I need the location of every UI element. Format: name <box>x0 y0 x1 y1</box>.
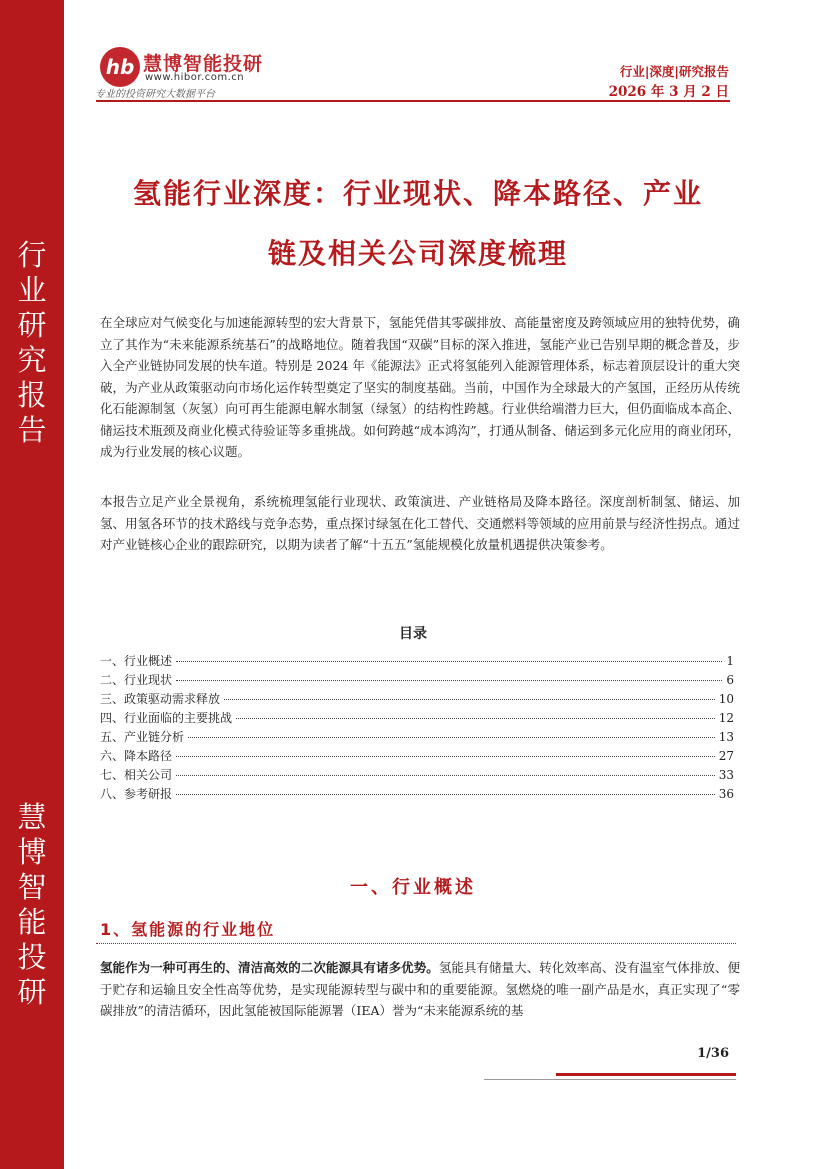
toc-item-page: 12 <box>718 711 734 725</box>
toc-item-label: 四、行业面临的主要挑战 <box>100 711 233 725</box>
sidebar-char: 研 <box>17 308 47 342</box>
sidebar-char: 行 <box>17 238 47 272</box>
toc-leader-dots <box>188 737 715 738</box>
toc-leader-dots <box>176 756 715 757</box>
page-number: 1/36 <box>697 1046 729 1061</box>
toc-item-page: 33 <box>718 768 734 782</box>
logo-slogan: 专业的投资研究大数据平台 <box>95 89 215 100</box>
footer-divider <box>484 1079 736 1080</box>
toc-item[interactable] <box>100 747 734 766</box>
logo-icon: hb <box>100 47 140 87</box>
report-title-line-2: 链及相关公司深度梳理 <box>267 237 568 270</box>
section-paragraph <box>100 957 740 1022</box>
report-title <box>90 164 746 284</box>
toc-item-page: 13 <box>718 730 734 744</box>
toc-item-page: 10 <box>718 692 734 706</box>
toc-item[interactable] <box>100 766 734 785</box>
toc-item-label: 七、相关公司 <box>100 768 173 782</box>
toc-leader-dots <box>236 718 715 719</box>
toc-item-page: 27 <box>718 749 734 763</box>
toc-item-page: 36 <box>718 787 734 801</box>
toc-leader-dots <box>176 794 715 795</box>
toc-item-label: 八、参考研报 <box>100 787 173 801</box>
sidebar-char: 投 <box>17 940 47 974</box>
report-type-label: 行业|深度|研究报告 <box>619 64 729 79</box>
toc-item-label: 六、降本路径 <box>100 749 173 763</box>
toc-item[interactable] <box>100 728 734 747</box>
section-lead-sentence: 氢能作为一种可再生的、清洁高效的二次能源具有诸多优势。 <box>100 960 439 975</box>
sidebar-char: 报 <box>17 378 47 412</box>
toc-leader-dots <box>224 699 715 700</box>
toc-leader-dots <box>176 661 722 662</box>
toc-item[interactable] <box>100 671 734 690</box>
sidebar-char: 慧 <box>17 800 47 834</box>
section-heading: 一、行业概述 <box>350 877 476 898</box>
sidebar-char: 研 <box>17 975 47 1009</box>
toc-item-label: 五、产业链分析 <box>100 730 185 744</box>
sidebar-label-brand <box>0 800 64 1010</box>
toc-leader-dots <box>176 680 722 681</box>
sidebar-char: 究 <box>17 343 47 377</box>
toc-item-label: 三、政策驱动需求释放 <box>100 692 221 706</box>
report-title-line-1: 氢能行业深度：行业现状、降本路径、产业 <box>132 177 703 210</box>
report-date: 2026 年 3 月 2 日 <box>608 84 729 100</box>
sidebar-char: 业 <box>17 273 47 307</box>
toc-item-label: 一、行业概述 <box>100 654 173 668</box>
toc-item[interactable] <box>100 709 734 728</box>
table-of-contents <box>100 652 734 804</box>
sidebar-label-report-type <box>0 238 64 448</box>
toc-title: 目录 <box>399 626 427 642</box>
toc-item-label: 二、行业现状 <box>100 673 173 687</box>
footer-accent-line <box>556 1073 736 1076</box>
toc-item[interactable] <box>100 785 734 804</box>
subsection-divider <box>96 943 736 944</box>
toc-item-page: 1 <box>726 654 734 668</box>
sidebar-char: 智 <box>17 870 47 904</box>
toc-item[interactable] <box>100 652 734 671</box>
logo-url: www.hibor.com.cn <box>145 72 245 83</box>
toc-item[interactable] <box>100 690 734 709</box>
subsection-heading: 1、氢能源的行业地位 <box>100 920 276 939</box>
intro-paragraph-2: 本报告立足产业全景视角，系统梳理氢能行业现状、政策演进、产业链格局及降本路径。深度剖析制氢、储运、加氢、用氢各环节的技术路线与竞争态势，重点探讨绿氢在化工替代、交通燃料等领域的应用前景与经济性拐点。通过对产业链核心企业的跟踪研究，以期为读者了解“十五五”氢能规模化放量机遇提供决策参考。 <box>100 494 740 552</box>
intro-paragraph-1: 在全球应对气候变化与加速能源转型的宏大背景下，氢能凭借其零碳排放、高能量密度及跨领域应用的独特优势，确立了其作为“未来能源系统基石”的战略地位。随着我国“双碳”目标的深入推进，氢能产业已告别早期的概念普及，步入全产业链协同发展的快车道。特别是 2024 年《能源法》正式将氢能列入能源管理体系，标志着顶层设计的重大突破，为产业从政策驱动向市场化运作转型奠定了坚实的制度基础。当前，中国作为全球最大的产氢国，正经历从传统化石能源制氢（灰氢）向可再生能源电解水制氢（绿氢）的结构性跨越。行业供给端潜力巨大，但仍面临成本高企、储运技术瓶颈及商业化模式待验证等多重挑战。如何跨越“成本鸿沟”，打通从制备、储运到多元化应用的商业闭环，成为行业发展的核心议题。 <box>100 315 740 459</box>
section-body-text: 氢能具有储量大、转化效率高、没有温室气体排放、便于贮存和运输且安全性高等优势，是实现能源转型与碳中和的重要能源。氢燃烧的唯一副产品是水，真正实现了“零碳排放”的清洁循环，因此氢能被国际能源署（IEA）誉为“未来能源系统的基 <box>100 960 740 1018</box>
logo-name: 慧博智能投研 <box>143 53 264 75</box>
toc-item-page: 6 <box>726 673 734 687</box>
header-divider <box>96 100 730 102</box>
sidebar-char: 能 <box>17 905 47 939</box>
sidebar-band <box>0 0 64 1169</box>
toc-leader-dots <box>176 775 715 776</box>
sidebar-char: 告 <box>17 413 47 447</box>
sidebar-char: 博 <box>17 835 47 869</box>
